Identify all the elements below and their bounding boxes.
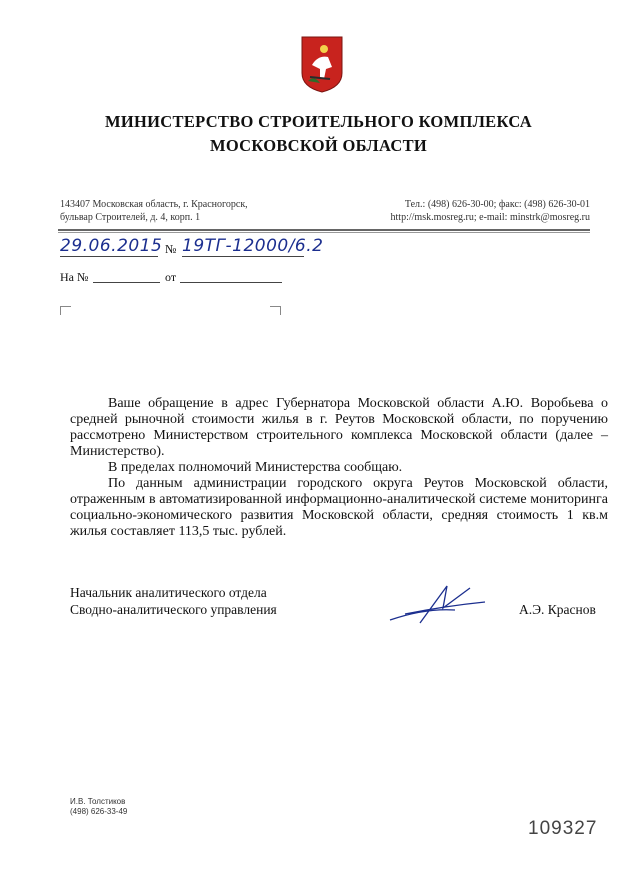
executor-info — [70, 797, 127, 817]
address-corner-mark — [270, 306, 281, 315]
ministry-address — [60, 198, 248, 224]
handwritten-signature — [385, 578, 495, 628]
executor-phone: (498) 626-33-49 — [70, 807, 128, 816]
number-label: № — [165, 242, 177, 256]
letter-number: 19ТГ-12000/6.2 — [182, 236, 324, 256]
contact-line: Тел.: (498) 626-30-00; факс: (498) 626-30-01 — [404, 199, 590, 210]
body-paragraph: Ваше обращение в адрес Губернатора Московской области А.Ю. Воробьева о средней рыночной стоимости жилья в г. Реутов Московской области, по поручению рассмотрено Министерством строительного комплекса Московской области (далее – Министерство). — [70, 396, 608, 459]
position-line: Сводно-аналитического управления — [70, 602, 277, 617]
position-line: Начальник аналитического отдела — [70, 585, 267, 600]
reference-date-blank — [180, 282, 282, 283]
address-corner-mark — [60, 306, 71, 315]
ministry-title-line2: МОСКОВСКОЙ ОБЛАСТИ — [209, 136, 428, 155]
reference-number-blank — [93, 282, 160, 283]
header-divider — [58, 229, 590, 231]
from-label: от — [165, 270, 177, 284]
document-number: 109327 — [528, 818, 598, 839]
letter-date: 29.06.2015 — [60, 236, 163, 256]
header-divider — [58, 232, 590, 233]
executor-name: И.В. Толстиков — [70, 797, 126, 806]
body-paragraph: В пределах полномочий Министерства сообщаю. — [108, 460, 403, 475]
letter-body — [70, 396, 608, 540]
address-line: 143407 Московская область, г. Красногорск, — [60, 199, 248, 210]
signatory-position — [70, 584, 277, 618]
ministry-title-line1: МИНИСТЕРСТВО СТРОИТЕЛЬНОГО КОМПЛЕКСА — [105, 112, 532, 131]
reference-label: На № — [60, 270, 89, 284]
contact-line: http://msk.mosreg.ru; e-mail: minstrk@mosreg.ru — [390, 212, 590, 223]
signatory-name: А.Э. Краснов — [519, 602, 596, 617]
body-paragraph: По данным администрации городского округа Реутов Московской области, отраженным в автоматизированной информационно-аналитической системе мониторинга социально-экономического развития Московской области, средняя стоимость 1 кв.м жилья составляет 113,5 тыс. рублей. — [70, 476, 608, 539]
address-line: бульвар Строителей, д. 4, корп. 1 — [60, 212, 201, 223]
coat-of-arms-icon — [300, 35, 344, 93]
ministry-contacts — [391, 198, 590, 224]
